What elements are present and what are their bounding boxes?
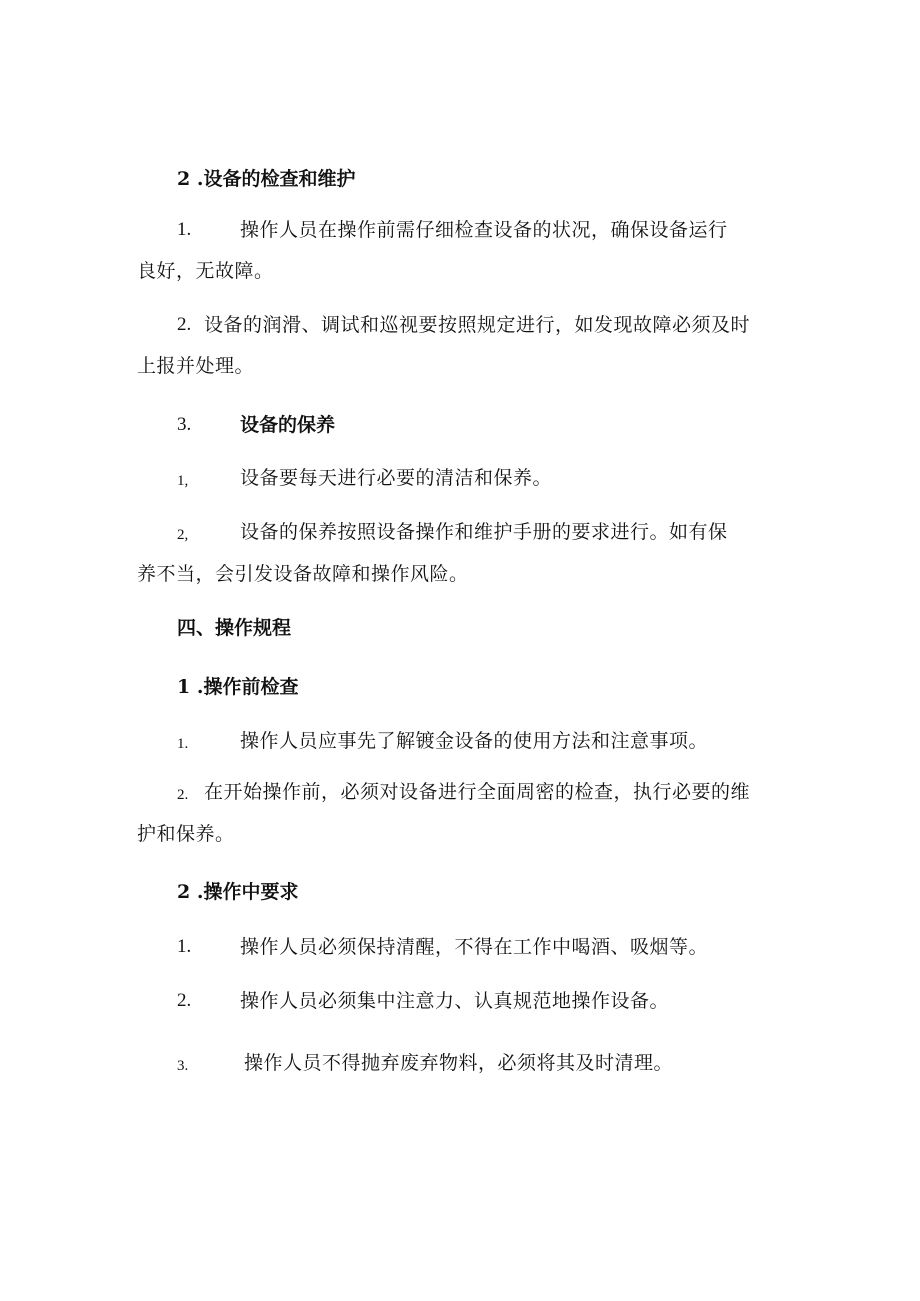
item-number: 2.: [177, 314, 192, 335]
item-text-continuation: 养不当，会引发设备故障和操作风险。: [137, 563, 469, 585]
item-text: 操作人员不得抛弃废弃物料，必须将其及时清理。: [244, 1052, 674, 1074]
item-text: 在开始操作前，必须对设备进行全面周密的检查，执行必要的维: [204, 781, 751, 803]
section-heading: 2 .设备的检查和维护: [177, 168, 356, 190]
section-heading: 2 .操作中要求: [177, 881, 299, 903]
item-text: 操作人员在操作前需仔细检查设备的状况，确保设备运行: [240, 219, 728, 241]
item-text-continuation: 护和保养。: [137, 823, 235, 845]
item-text-continuation: 上报并处理。: [137, 355, 255, 377]
section-heading: 1 .操作前检查: [177, 676, 299, 698]
item-text: 设备的保养按照设备操作和维护手册的要求进行。如有保: [240, 521, 728, 543]
item-number: 3.: [177, 1058, 189, 1074]
section-heading-number: 3.: [177, 414, 192, 435]
item-text: 设备的润滑、调试和巡视要按照规定进行，如发现故障必须及时: [204, 314, 751, 336]
item-number: 1.: [177, 736, 189, 752]
item-text: 操作人员必须保持清醒，不得在工作中喝酒、吸烟等。: [240, 936, 709, 958]
item-number: 2,: [177, 527, 189, 543]
item-number: 2.: [177, 787, 189, 803]
item-number: 1.: [177, 219, 192, 240]
item-text: 设备要每天进行必要的清洁和保养。: [240, 467, 553, 489]
item-number: 2.: [177, 990, 192, 1011]
item-text: 操作人员应事先了解镀金设备的使用方法和注意事项。: [240, 730, 709, 752]
chapter-heading: 四、操作规程: [177, 617, 292, 639]
item-text: 操作人员必须集中注意力、认真规范地操作设备。: [240, 990, 670, 1012]
section-heading: 设备的保养: [240, 414, 336, 436]
item-number: 1,: [177, 473, 189, 489]
item-number: 1.: [177, 936, 192, 957]
item-text-continuation: 良好，无故障。: [137, 260, 274, 282]
